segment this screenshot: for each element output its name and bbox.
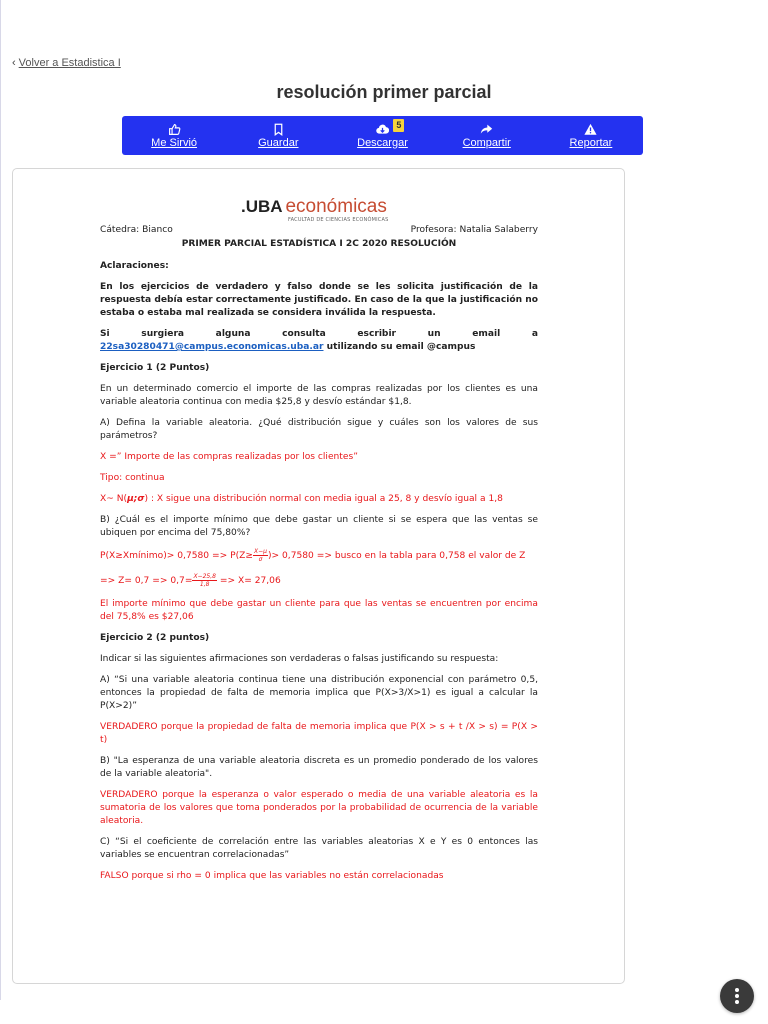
contact-email-link[interactable]: 22sa30280471@campus.economicas.uba.ar — [100, 342, 324, 352]
ej1-b-r1-num: X−μ — [254, 548, 267, 555]
document-header — [100, 196, 538, 236]
ej1-a-r3-pre: X~ N( — [100, 494, 128, 504]
warning-icon — [584, 123, 597, 136]
consulta-pre: Si surgiera alguna consulta escribir un email a — [100, 329, 538, 339]
ej1-a-r3-post: ) : X sigue una distribución normal con media igual a 25, 8 y desvío igual a 1,8 — [144, 494, 503, 504]
ej2-heading: Ejercicio 2 (2 puntos) — [100, 633, 210, 643]
descargar-button[interactable] — [330, 116, 434, 155]
more-vertical-icon-dot — [735, 1000, 739, 1004]
ej2-a-answer: VERDADERO porque la propiedad de falta de memoria implica que P(X > s + t /X > s) = P(X > t) — [100, 722, 538, 745]
more-vertical-icon-dot — [735, 994, 739, 998]
ej2-b-question: B) "La esperanza de una variable aleatoria discreta es un promedio ponderado de los valores de la variable aleatoria". — [100, 756, 538, 779]
consulta-post: utilizando su email @campus — [326, 342, 476, 352]
document-page — [100, 196, 538, 891]
ej1-b-answer-3: El importe mínimo que debe gastar un cliente para que las ventas se encuentren por encima del 75,8% es $27,06 — [100, 599, 538, 622]
compartir-label: Compartir — [462, 136, 511, 149]
ej1-b-r1-pre: P(X≥Xmínimo)> 0,7580 => P(Z≥ — [100, 551, 253, 561]
ej1-b-r2-den: 1,8 — [199, 581, 210, 588]
page-title: resolución primer parcial — [276, 82, 492, 102]
ej1-a-answer-2: Tipo: continua — [100, 473, 165, 483]
left-border — [0, 0, 1, 1000]
ej1-b-r1-den: σ — [258, 556, 263, 563]
uba-logo — [241, 196, 401, 227]
ej2-b-answer: VERDADERO porque la esperanza o valor esperado o media de una variable aleatoria es la sumatoria de los valores que toma ponderados por la probabilidad de ocurrencia de la variable aleatoria. — [100, 790, 538, 826]
descargar-label: Descargar — [357, 136, 408, 149]
ej1-a-answer-1: X =” Importe de las compras realizadas por los clientes” — [100, 452, 358, 462]
ej1-b-r1-post: )> 0,7580 => busco en la tabla para 0,758 el valor de Z — [267, 551, 526, 561]
compartir-button[interactable] — [435, 116, 539, 155]
back-link[interactable] — [12, 57, 121, 69]
ej1-a-r3-params: μ;σ — [127, 494, 145, 504]
ej1-b-r1-fraction — [253, 548, 268, 563]
share-icon — [480, 123, 493, 136]
ej2-a-question: A) “Si una variable aleatoria continua tiene una distribución exponencial con parámetro 0,5, entonces la propiedad de falta de memoria implica que P(X>3/X>1) es igual a calcular la P(X>2)” — [100, 675, 538, 711]
ej1-a-question: A) Defina la variable aleatoria. ¿Qué distribución sigue y cuáles son los valores de sus parámetros? — [100, 418, 538, 441]
chevron-left-icon: ‹ — [12, 57, 16, 69]
bookmark-icon — [272, 123, 285, 136]
me-sirvio-label: Me Sirvió — [151, 136, 198, 149]
logo-subtitle: FACULTAD DE CIENCIAS ECONÓMICAS — [288, 217, 389, 223]
thumbs-up-icon — [168, 123, 181, 136]
profesora: Profesora: Natalia Salaberry — [410, 225, 538, 235]
ej1-b-answer-2 — [100, 573, 538, 588]
cloud-download-icon — [376, 123, 389, 136]
ej1-a-answer-3 — [100, 493, 538, 506]
ej1-text: En un determinado comercio el importe de las compras realizadas por los clientes es una variable aleatoria continua con media $25,8 y desvío estándar $1,8. — [100, 384, 538, 407]
more-vertical-icon — [735, 988, 739, 992]
ej2-c-answer: FALSO porque si rho = 0 implica que las variables no están correlacionadas — [100, 871, 444, 881]
ej1-b-r2-post: => X= 27,06 — [216, 576, 281, 586]
guardar-button[interactable] — [226, 116, 330, 155]
ej1-heading: Ejercicio 1 (2 Puntos) — [100, 363, 210, 373]
ej1-b-r2-fraction — [192, 573, 217, 588]
ej1-b-answer-1 — [100, 548, 538, 563]
reportar-label: Reportar — [569, 136, 613, 149]
action-toolbar — [122, 116, 643, 155]
ej1-b-r2-num: X−25,8 — [193, 573, 216, 580]
guardar-label: Guardar — [258, 136, 299, 149]
back-link-label[interactable]: Volver a Estadistica I — [18, 57, 121, 69]
logo-economicas: económicas — [285, 196, 387, 217]
consulta-text — [100, 328, 538, 354]
ej1-b-r2-pre: => Z= 0,7 => 0,7= — [100, 576, 193, 586]
aclaraciones-heading: Aclaraciones: — [100, 261, 169, 271]
me-sirvio-button[interactable] — [122, 116, 226, 155]
ej2-c-question: C) “Si el coeficiente de correlación entre las variables aleatorias X e Y es 0 entonces las variables se encuentran correlacionadas” — [100, 837, 538, 860]
logo-uba: .UBA — [241, 197, 283, 216]
ej1-b-question: B) ¿Cuál es el importe mínimo que debe gastar un cliente si se espera que las ventas se ubiquen por encima del 75,80%? — [100, 515, 538, 538]
document-title: PRIMER PARCIAL ESTADÍSTICA I 2C 2020 RESOLUCIÓN — [181, 239, 457, 249]
aclaraciones-text: En los ejercicios de verdadero y falso donde se les solicita justificación de la respuesta debía estar correctamente justificado. En caso de la que la justificación no estaba o estaba mal realizada se considera inválida la respuesta. — [100, 282, 538, 318]
ej2-text: Indicar si las siguientes afirmaciones son verdaderas o falsas justificando su respuesta: — [100, 654, 499, 664]
more-options-button[interactable] — [720, 979, 754, 1013]
reportar-button[interactable] — [539, 116, 643, 155]
catedra: Cátedra: Bianco — [100, 225, 173, 235]
download-count-badge: 5 — [393, 119, 404, 132]
